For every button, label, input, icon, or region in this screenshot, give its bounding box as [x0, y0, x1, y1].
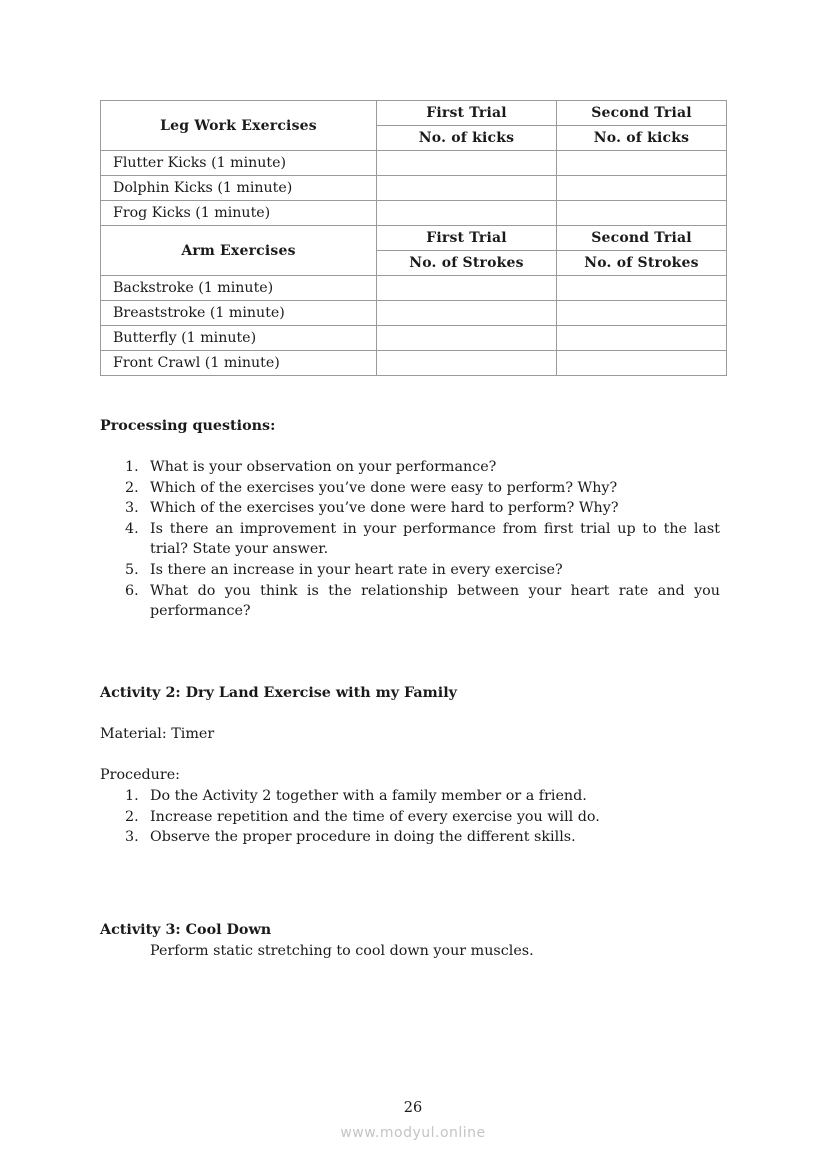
list-number: 3.	[125, 500, 139, 517]
processing-questions-list	[100, 457, 720, 622]
leg-first-unit-header: No. of kicks	[377, 126, 557, 151]
list-number: 1.	[125, 459, 139, 475]
step-text: Do the Activity 2 together with a family member or a friend.	[150, 788, 587, 804]
first-trial-cell[interactable]	[377, 201, 557, 226]
activity-2-material: Material: Timer	[100, 726, 215, 742]
first-trial-cell[interactable]	[377, 301, 557, 326]
step-text: Observe the proper procedure in doing the different skills.	[150, 829, 576, 846]
first-trial-cell[interactable]	[377, 276, 557, 301]
table-row	[101, 326, 727, 351]
list-item	[100, 519, 720, 560]
exercise-record-table	[100, 100, 727, 376]
question-text: What is your observation on your performance?	[150, 459, 497, 475]
question-text: What do you think is the relationship between your heart rate and you performance?	[150, 582, 720, 620]
list-number: 1.	[125, 788, 139, 804]
list-number: 2.	[125, 808, 139, 825]
activity-2-procedure-label: Procedure:	[100, 767, 181, 783]
step-text: Increase repetition and the time of every exercise you will do.	[150, 808, 600, 825]
list-number: 5.	[125, 561, 139, 578]
list-number: 4.	[125, 520, 139, 537]
second-trial-cell[interactable]	[557, 276, 727, 301]
second-trial-cell[interactable]	[557, 201, 727, 226]
exercise-name: Breaststroke (1 minute)	[101, 301, 377, 326]
page-number: 26	[403, 1100, 423, 1116]
list-number: 3.	[125, 829, 139, 846]
leg-second-unit-header: No. of kicks	[557, 126, 727, 151]
second-trial-cell[interactable]	[557, 326, 727, 351]
activity-3-heading: Activity 3: Cool Down	[100, 922, 272, 938]
second-trial-cell[interactable]	[557, 151, 727, 176]
table-row	[101, 201, 727, 226]
list-item	[100, 498, 720, 519]
exercise-name: Frog Kicks (1 minute)	[101, 201, 377, 226]
list-item	[100, 560, 720, 581]
table-row	[101, 301, 727, 326]
exercise-name: Front Crawl (1 minute)	[101, 351, 377, 376]
arm-first-trial-header: First Trial	[377, 226, 557, 251]
second-trial-cell[interactable]	[557, 351, 727, 376]
exercise-name: Dolphin Kicks (1 minute)	[101, 176, 377, 201]
list-item	[100, 827, 720, 848]
first-trial-cell[interactable]	[377, 326, 557, 351]
table-row	[101, 176, 727, 201]
question-text: Is there an increase in your heart rate in every exercise?	[150, 561, 563, 578]
arm-header-row	[101, 226, 727, 251]
list-item	[100, 478, 720, 499]
list-item	[100, 786, 720, 807]
activity-3-text: Perform static stretching to cool down your muscles.	[150, 943, 534, 959]
leg-header-row	[101, 101, 727, 126]
question-text: Which of the exercises you’ve done were hard to perform? Why?	[150, 500, 619, 517]
arm-second-unit-header: No. of Strokes	[557, 251, 727, 276]
exercise-name: Butterfly (1 minute)	[101, 326, 377, 351]
processing-questions-heading: Processing questions:	[100, 418, 276, 434]
list-number: 2.	[125, 479, 139, 496]
activity-2-heading: Activity 2: Dry Land Exercise with my Family	[100, 685, 457, 701]
leg-first-trial-header: First Trial	[377, 101, 557, 126]
table-row	[101, 151, 727, 176]
exercise-name: Flutter Kicks (1 minute)	[101, 151, 377, 176]
first-trial-cell[interactable]	[377, 176, 557, 201]
arm-first-unit-header: No. of Strokes	[377, 251, 557, 276]
question-text: Which of the exercises you’ve done were easy to perform? Why?	[150, 479, 618, 496]
table-row	[101, 276, 727, 301]
arm-second-trial-header: Second Trial	[557, 226, 727, 251]
leg-section-title: Leg Work Exercises	[101, 101, 377, 151]
list-item	[100, 457, 720, 478]
list-item	[100, 581, 720, 622]
first-trial-cell[interactable]	[377, 351, 557, 376]
exercise-name: Backstroke (1 minute)	[101, 276, 377, 301]
second-trial-cell[interactable]	[557, 301, 727, 326]
arm-section-title: Arm Exercises	[101, 226, 377, 276]
table-row	[101, 351, 727, 376]
question-text: Is there an improvement in your performance from first trial up to the last trial? State your answer.	[150, 520, 720, 558]
watermark-link[interactable]: www.modyul.online	[340, 1125, 486, 1141]
list-number: 6.	[125, 582, 139, 599]
leg-second-trial-header: Second Trial	[557, 101, 727, 126]
second-trial-cell[interactable]	[557, 176, 727, 201]
list-item	[100, 807, 720, 828]
activity-2-procedure-list	[100, 786, 720, 848]
first-trial-cell[interactable]	[377, 151, 557, 176]
